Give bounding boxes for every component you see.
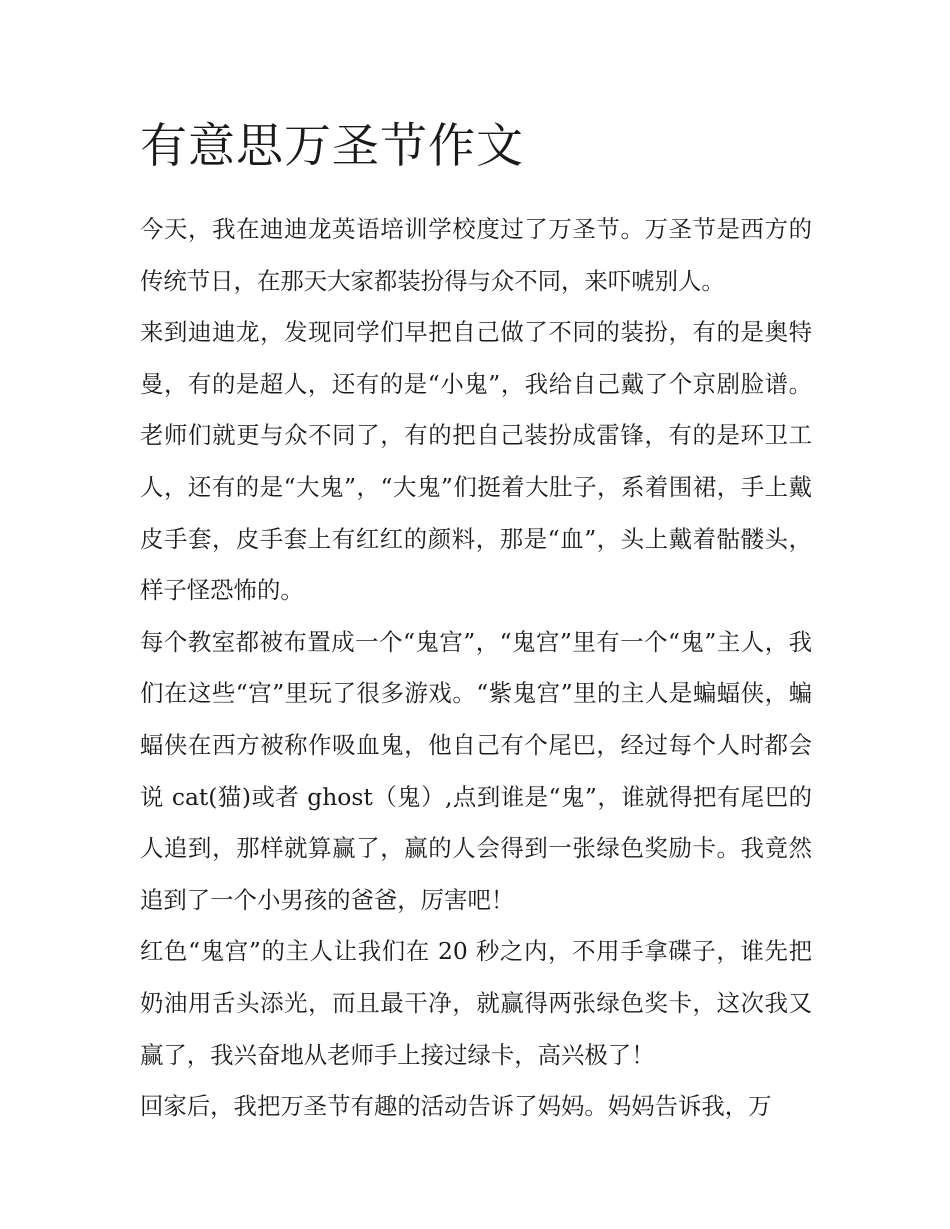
paragraph-3: 每个教室都被布置成一个“鬼宫”，“鬼宫”里有一个“鬼”主人，我们在这些“宫”里玩了很多游戏。“紫鬼宫”里的主人是蝙蝠侠，蝙蝠侠在西方被称作吸血鬼，他自己有个尾巴，经过每个人时都会说 cat(猫)或者 ghost（鬼）,点到谁是“鬼”，谁就得把有尾巴的人追到，那样就算赢了，赢的人会得到一张绿色奖励卡。我竟然追到了一个小男孩的爸爸，厉害吧！: [140, 627, 812, 914]
document-title: 有意思万圣节作文: [140, 119, 524, 174]
document-page: [140, 112, 812, 1133]
paragraph-5: 回家后，我把万圣节有趣的活动告诉了妈妈。妈妈告诉我，万: [140, 1092, 772, 1121]
paragraph-1: 今天，我在迪迪龙英语培训学校度过了万圣节。万圣节是西方的传统节日，在那天大家都装扮得与众不同，来吓唬别人。: [140, 215, 812, 295]
paragraph-4: 红色“鬼宫”的主人让我们在 20 秒之内，不用手拿碟子，谁先把奶油用舌头添光，而且最干净，就赢得两张绿色奖卡，这次我又赢了，我兴奋地从老师手上接过绿卡，高兴极了！: [140, 937, 812, 1069]
paragraph-2: 来到迪迪龙，发现同学们早把自己做了不同的装扮，有的是奥特曼，有的是超人，还有的是“小鬼”，我给自己戴了个京剧脸谱。老师们就更与众不同了，有的把自己装扮成雷锋，有的是环卫工人，还有的是“大鬼”，“大鬼”们挺着大肚子，系着围裙，手上戴皮手套，皮手套上有红红的颜料，那是“血”，头上戴着骷髅头，样子怪恐怖的。: [140, 318, 812, 605]
